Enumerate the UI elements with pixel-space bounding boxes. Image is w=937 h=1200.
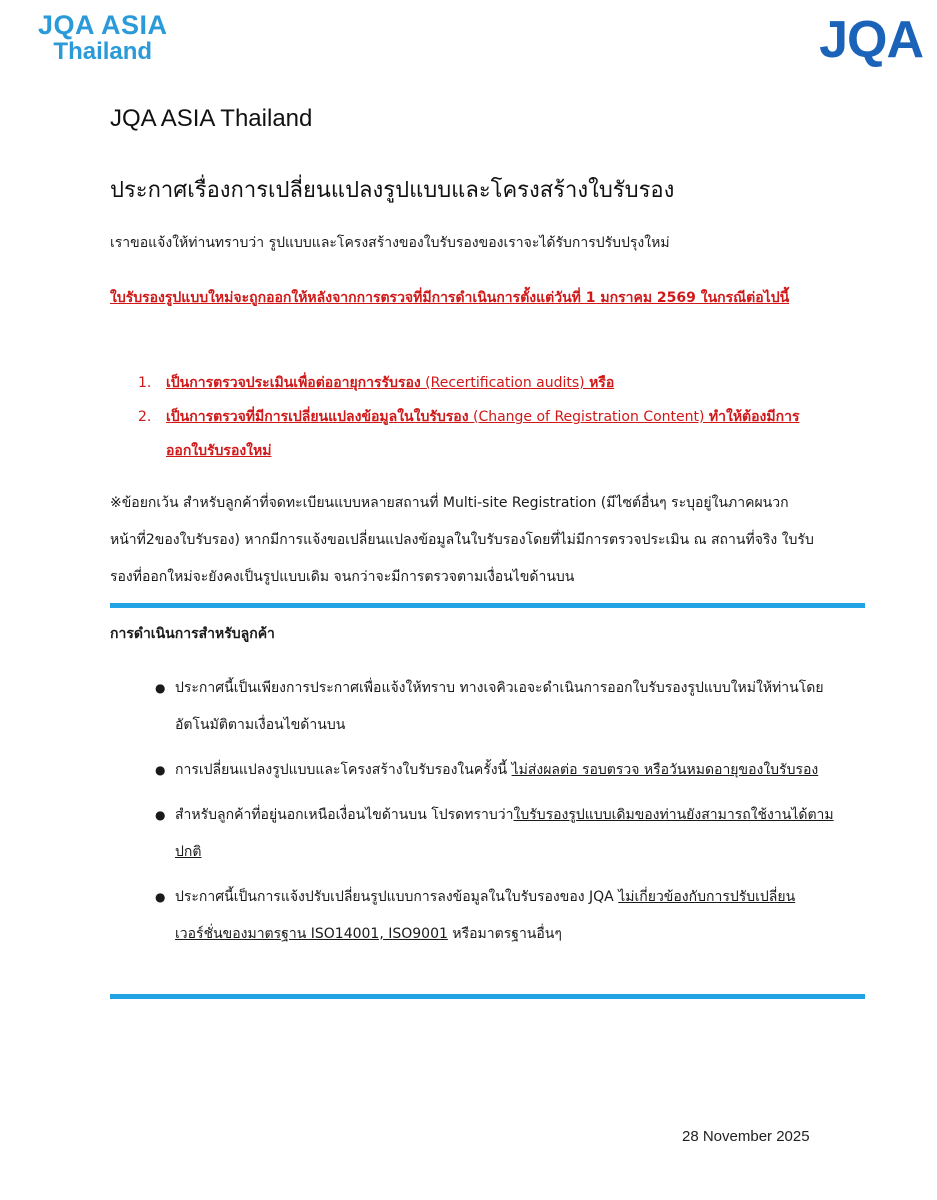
list-item [155,752,845,789]
bullet-icon: ● [155,808,166,822]
bullet-underlined: ไม่ส่งผลต่อ รอบตรวจ หรือวันหมดอายุของใบรับรอง [511,762,819,778]
organization-name: JQA ASIA Thailand [110,105,313,132]
jqa-asia-thailand-logo [38,12,168,64]
list-item [155,670,845,744]
exception-text: ※ข้อยกเว้น สำหรับลูกค้าที่จดทะเบียนแบบหลายสถานที่ Multi-site Registration (มีไซต์อื่นๆ ระบุอยู่ในภาคผนวกหน้าที่2ของใบรับรอง) หากมีการแจ้งขอเปลี่ยนแปลงข้อมูลในใบรับรองโดยที่ไม่มีการตรวจประเมิน ณ สถานที่จริง ใบรับรองที่ออกใหม่จะยังคงเป็นรูปแบบเดิม จนกว่าจะมีการตรวจตามเงื่อนไขด้านบน [110,495,814,585]
bullet-underlined: ไม่เกี่ยวข้องกับการปรับเปลี่ยนเวอร์ชั่นของมาตรฐาน ISO14001, ISO9001 [175,889,796,942]
logo-line2: Thailand [53,38,153,65]
bullet-underlined: ใบรับรองรูปแบบเดิมของท่านยังสามารถใช้งานได้ตามปกติ [175,807,834,860]
case-text [166,400,821,468]
case-normal: (Change of Registration Content) [468,409,709,425]
notice-text: ใบรับรองรูปแบบใหม่จะถูกออกให้หลังจากการตรวจที่มีการดำเนินการตั้งแต่วันที่ 1 มกราคม 2569 ในกรณีต่อไปนี้ [110,290,790,306]
logo-line1: JQA ASIA [38,10,168,40]
bullet-text: ประกาศนี้เป็นการแจ้งปรับเปลี่ยนรูปแบบการลงข้อมูลในใบรับรองของ JQA [175,889,619,905]
section-heading: การดำเนินการสำหรับลูกค้า [110,626,275,642]
list-item [155,797,845,871]
list-item [155,879,845,953]
cases-list [138,366,838,468]
bullet-text: ประกาศนี้เป็นเพียงการประกาศเพื่อแจ้งให้ทราบ ทางเจคิวเอจะดำเนินการออกใบรับรองรูปแบบใหม่ให้ท่านโดยอัตโนมัติตามเงื่อนไขด้านบน [175,680,824,733]
case-number: 2. [138,409,152,425]
case-tail: หรือ [589,375,615,391]
page-title: ประกาศเรื่องการเปลี่ยนแปลงรูปแบบและโครงสร้างใบรับรอง [110,178,675,203]
case-normal: (Recertification audits) [420,375,590,391]
bullet-icon: ● [155,763,166,777]
divider-bottom [110,994,865,999]
document-date: 28 November 2025 [682,1128,810,1145]
bullet-text: การเปลี่ยนแปลงรูปแบบและโครงสร้างใบรับรองในครั้งนี้ [175,762,512,778]
case-bold: เป็นการตรวจประเมินเพื่อต่ออายุการรับรอง [166,375,421,391]
jqa-logo: JQA [819,11,923,69]
bullet-text: สำหรับลูกค้าที่อยู่นอกเหนือเงื่อนไขด้านบน โปรดทราบว่า [175,807,514,823]
case-tail: ทำให้ต้องมีการออกใบรับรองใหม่ [166,409,800,459]
divider-top [110,603,865,608]
intro-text: เราขอแจ้งให้ท่านทราบว่า รูปแบบและโครงสร้างของใบรับรองของเราจะได้รับการปรับปรุงใหม่ [110,235,670,251]
case-number: 1. [138,375,152,391]
case-bold: เป็นการตรวจที่มีการเปลี่ยนแปลงข้อมูลในใบรับรอง [166,409,469,425]
bullet-icon: ● [155,681,166,695]
case-text [166,366,821,400]
bullet-icon: ● [155,890,166,904]
customer-actions-list [155,670,845,961]
bullet-after: หรือมาตรฐานอื่นๆ [447,926,562,942]
case-item-2 [138,400,838,468]
case-item-1 [138,366,838,400]
